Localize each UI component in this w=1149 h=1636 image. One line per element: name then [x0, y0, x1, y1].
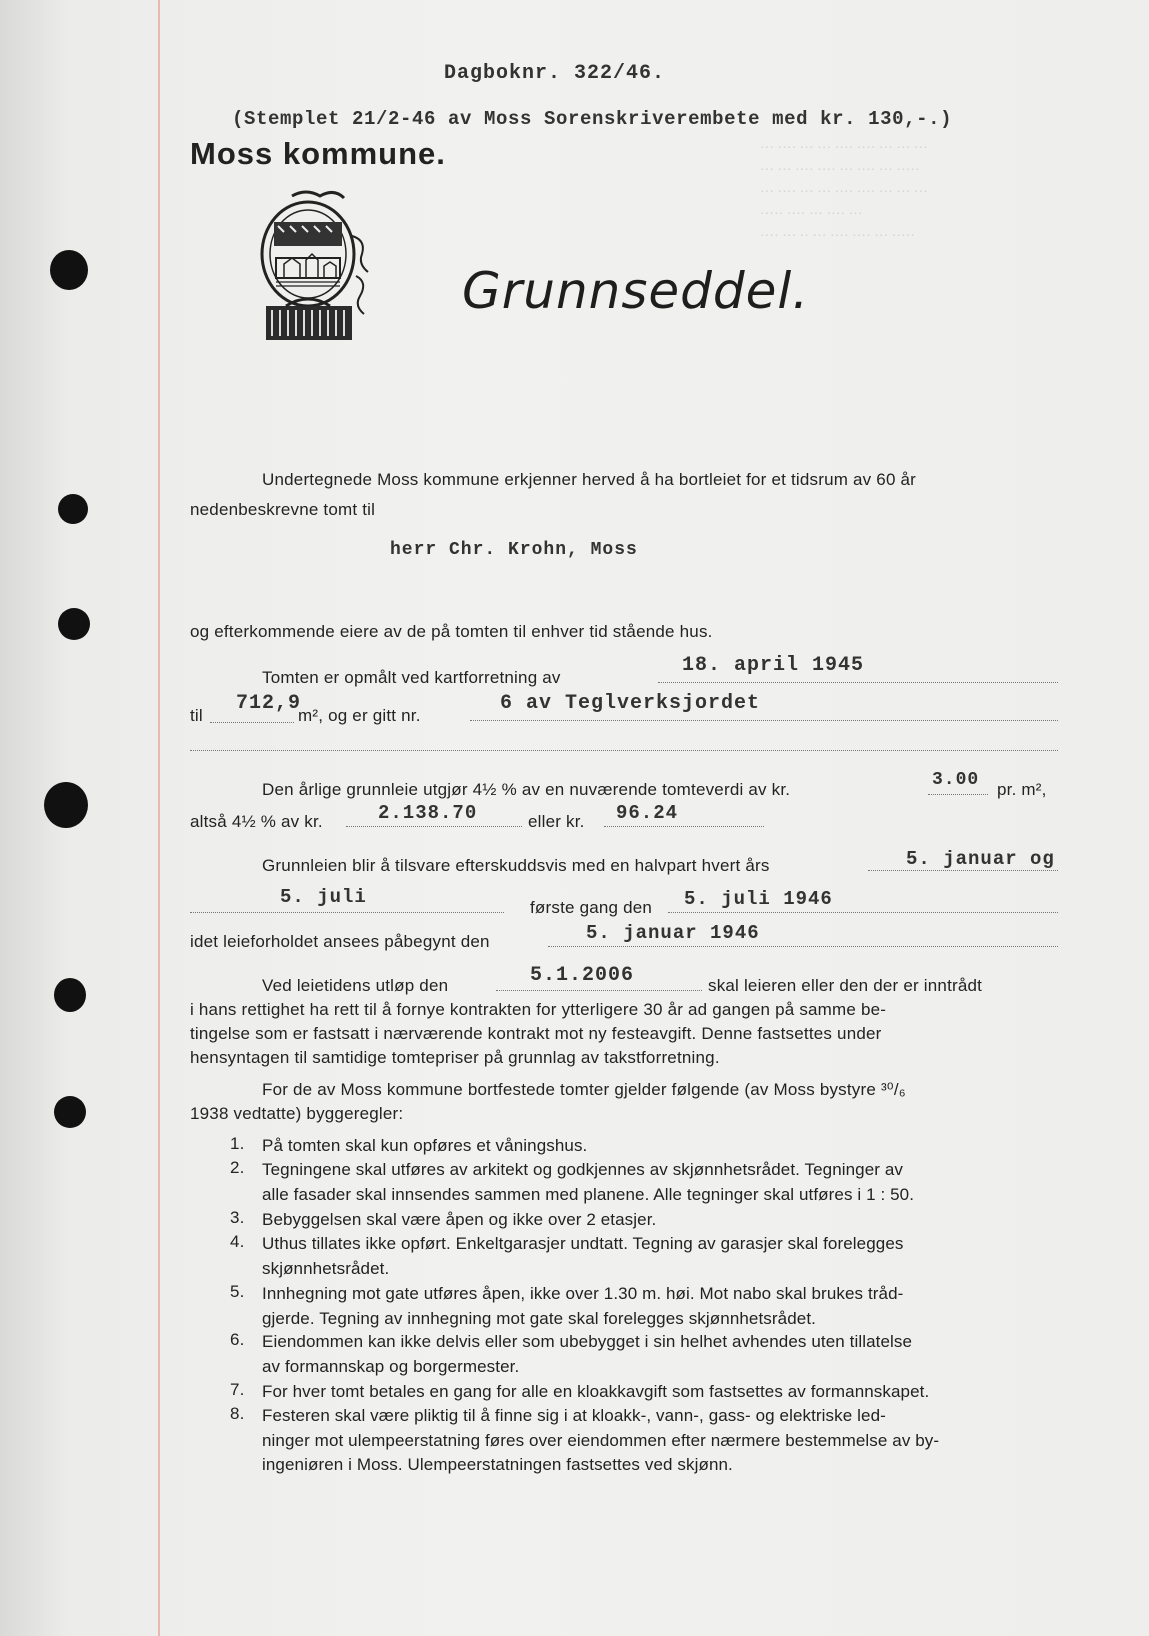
total-value: 2.138.70	[378, 802, 478, 824]
punch-hole	[58, 494, 88, 524]
rule-line: ninger mot ulempeerstatning føres over eiendommen efter nærmere bestemmelse av by-	[262, 1430, 940, 1450]
first-date-line	[668, 912, 1058, 913]
payment-date-2: 5. juli	[280, 886, 367, 908]
rule-line: På tomten skal kun opføres et våningshus.	[262, 1136, 588, 1155]
rule-line: Uthus tillates ikke opført. Enkeltgarasjer undtatt. Tegning av garasjer skal forelegges	[262, 1234, 904, 1253]
rule-number: 8.	[230, 1404, 245, 1423]
rule-text	[262, 1282, 903, 1331]
rule-line: gjerde. Tegning av innhegning mot gate skal forelegges skjønnhetsrådet.	[262, 1308, 816, 1328]
area-unit-label: m², og er gitt nr.	[298, 706, 421, 725]
expiry-line-2: i hans rettighet ha rett til å fornye kontrakten for ytterligere 30 år ad gangen på samme be-	[190, 1000, 887, 1019]
expiry-label: Ved leietidens utløp den	[262, 976, 449, 995]
plot-number-line	[470, 720, 1058, 721]
rule-line: ingeniøren i Moss. Ulempeerstatningen fastsettes ved skjønn.	[262, 1455, 733, 1474]
survey-label: Tomten er opmålt ved kartforretning av	[262, 668, 561, 687]
rule-number: 2.	[230, 1158, 245, 1177]
plot-number: 6 av Teglverksjordet	[500, 692, 761, 715]
intro-line-3: og efterkommende eiere av de på tomten til enhver tid stående hus.	[190, 622, 713, 641]
rule-line: Innhegning mot gate utføres åpen, ikke over 1.30 m. høi. Mot nabo skal brukes tråd-	[262, 1284, 904, 1303]
annual-rent: 96.24	[616, 802, 679, 824]
rent-label: Den årlige grunnleie utgjør 4½ % av en nuværende tomteverdi av kr.	[262, 780, 791, 799]
first-payment-label: første gang den	[530, 898, 653, 917]
punch-hole	[54, 978, 86, 1012]
plot-area: 712,9	[236, 692, 302, 715]
survey-date: 18. april 1945	[682, 654, 865, 677]
total-value-line	[346, 826, 522, 827]
punch-hole	[58, 608, 90, 640]
intro-line-1: Undertegnede Moss kommune erkjenner herved å ha bortleiet for et tidsrum av 60 år	[262, 470, 917, 489]
rule-line: Eiendommen kan ikke delvis eller som ubebygget i sin helhet avhendes uten tillatelse	[262, 1332, 913, 1351]
expiry-line-4: hensyntagen til samtidige tomtepriser på grunnlag av takstforretning.	[190, 1048, 720, 1067]
rule-text	[262, 1208, 656, 1233]
payment-date2-line	[190, 912, 504, 913]
payment-label: Grunnleien blir å tilsvare efterskuddsvis med en halvpart hvert års	[262, 856, 770, 875]
rule-number: 1.	[230, 1134, 245, 1153]
annual-rent-line	[604, 826, 764, 827]
lessee-name: herr Chr. Krohn, Moss	[390, 540, 638, 560]
rule-text	[262, 1404, 939, 1478]
expiry-line-1-rest: skal leieren eller den der er inntrådt	[708, 976, 983, 995]
coat-of-arms-emblem	[246, 186, 378, 348]
rule-number: 4.	[230, 1232, 245, 1251]
area-line	[210, 722, 294, 723]
punch-hole	[50, 250, 88, 290]
punch-hole	[44, 782, 88, 828]
rule-number: 3.	[230, 1208, 245, 1227]
begun-date-line	[548, 946, 1058, 947]
lease-begun-date: 5. januar 1946	[586, 922, 760, 944]
rule-line: av formannskap og borgermester.	[262, 1356, 520, 1376]
lease-begun-label: idet leieforholdet ansees påbegynt den	[190, 932, 490, 951]
price-unit-label: pr. m²,	[997, 780, 1047, 799]
payment-date-1: 5. januar og	[906, 848, 1055, 870]
margin-rule	[158, 0, 160, 1636]
document-title: Grunnseddel.	[462, 262, 810, 320]
stamp-note: (Stemplet 21/2-46 av Moss Sorenskriverembete med kr. 130,-.)	[232, 108, 953, 130]
punch-hole	[54, 1096, 86, 1128]
rule-number: 5.	[230, 1282, 245, 1301]
survey-date-line	[658, 682, 1058, 683]
rule-text	[262, 1134, 587, 1159]
rule-line: Tegningene skal utføres av arkitekt og godkjennes av skjønnhetsrådet. Tegninger av	[262, 1160, 904, 1179]
municipality-name: Moss kommune.	[190, 136, 446, 171]
first-payment-date: 5. juli 1946	[684, 888, 833, 910]
rent-or-label: eller kr.	[528, 812, 585, 831]
rule-line: Bebyggelsen skal være åpen og ikke over 2 etasjer.	[262, 1210, 657, 1229]
rule-text	[262, 1232, 904, 1281]
rule-text	[262, 1380, 929, 1405]
payment-date1-line	[868, 870, 1058, 871]
rent-also-label: altså 4½ % av kr.	[190, 812, 323, 831]
area-label-til: til	[190, 706, 203, 725]
journal-number: Dagboknr. 322/46.	[444, 62, 666, 85]
blank-line	[190, 750, 1058, 751]
regulations-intro-2: 1938 vedtatte) byggeregler:	[190, 1104, 404, 1123]
rule-text	[262, 1330, 912, 1379]
bleed-through-text: ··· ···· ··· ··· ···· ···· ··· ··· ··· ··· ··· ···· ···· ··· ···· ··· ····· ··· ···· ··· ··· ···· ···· ··· ··· ··· ····· ···· ··· ···· ··· ···· ··· ·· ··· ···· ···· ··· ·····	[760, 141, 928, 244]
expiry-line-3: tingelse som er fastsatt i nærværende kontrakt mot ny festeavgift. Denne fastsettes under	[190, 1024, 882, 1043]
rule-line: alle fasader skal innsendes sammen med planene. Alle tegninger skal utføres i 1 : 50.	[262, 1184, 915, 1204]
rule-line: Festeren skal være pliktig til å finne sig i at kloakk-, vann-, gass- og elektriske led-	[262, 1406, 886, 1425]
expiry-date-line	[496, 990, 702, 991]
expiry-date: 5.1.2006	[530, 964, 635, 987]
intro-line-2: nedenbeskrevne tomt til	[190, 500, 376, 519]
price-per-m2: 3.00	[932, 770, 980, 790]
rule-line: skjønnhetsrådet.	[262, 1258, 390, 1278]
rule-text	[262, 1158, 914, 1207]
rule-number: 7.	[230, 1380, 245, 1399]
rule-number: 6.	[230, 1330, 245, 1349]
regulations-intro-1: For de av Moss kommune bortfestede tomter gjelder følgende (av Moss bystyre ³⁰/₆	[262, 1080, 906, 1099]
price-line	[928, 794, 988, 795]
rule-line: For hver tomt betales en gang for alle en kloakkavgift som fastsettes av formannskapet.	[262, 1382, 930, 1401]
